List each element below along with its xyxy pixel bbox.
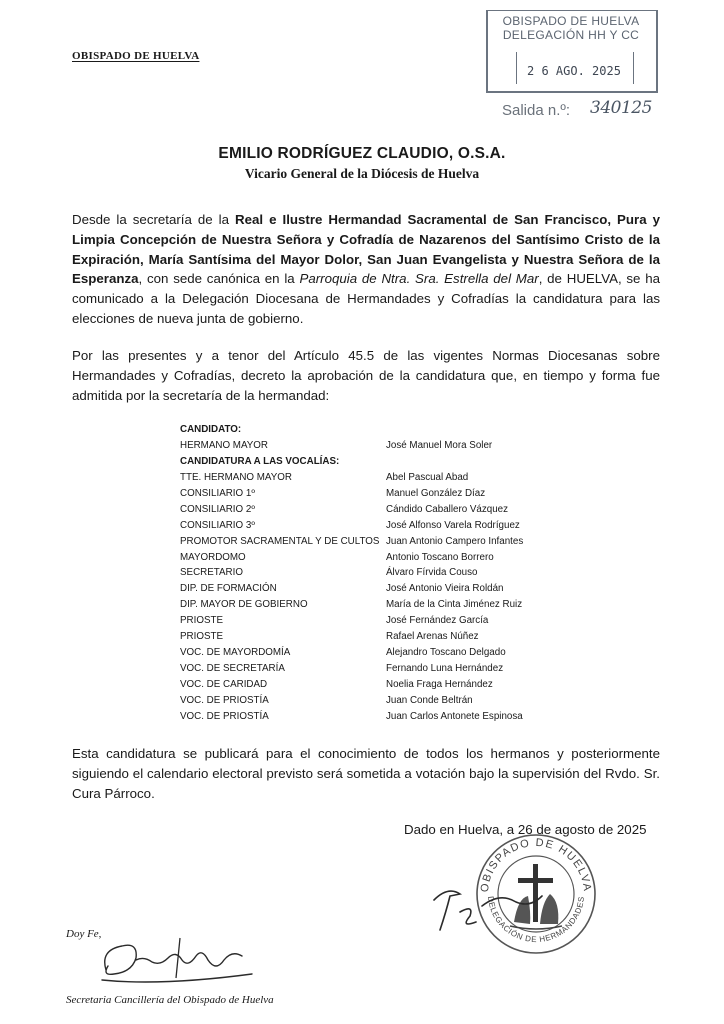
- member-name: Noelia Fraga Hernández: [386, 679, 493, 690]
- member-row: [180, 502, 580, 518]
- member-row: [180, 550, 580, 566]
- member-name: Rafael Arenas Núñez: [386, 631, 479, 643]
- member-row: [180, 709, 580, 725]
- candidacy-list: [180, 422, 580, 725]
- members-list: [180, 470, 580, 725]
- doy-fe-label: Doy Fe,: [66, 928, 102, 940]
- stamp-line-2: DELEGACIÓN HH Y CC: [502, 28, 640, 42]
- member-row: [180, 581, 580, 597]
- candidate-name: José Manuel Mora Soler: [386, 439, 493, 451]
- member-name: Juan Carlos Antonete Espinosa: [386, 710, 523, 722]
- member-row: [180, 565, 580, 581]
- member-role: VOC. DE CARIDAD: [180, 679, 268, 690]
- member-role: PROMOTOR SACRAMENTAL Y DE CULTOS: [180, 535, 380, 547]
- member-name: José Fernández García: [386, 615, 489, 627]
- vocalias-heading: CANDIDATURA A LAS VOCALÍAS:: [180, 455, 340, 467]
- member-name: Abel Pascual Abad: [386, 471, 469, 483]
- member-name: Cándido Caballero Vázquez: [386, 503, 508, 515]
- member-name: Juan Conde Beltrán: [386, 694, 473, 706]
- header-org: OBISPADO DE HUELVA: [72, 50, 200, 62]
- member-row: [180, 597, 580, 613]
- member-role: CONSILIARIO 3º: [180, 519, 255, 531]
- member-row: [180, 645, 580, 661]
- secretary-signature-icon: [92, 930, 262, 992]
- candidate-row: [180, 438, 580, 454]
- member-row: [180, 661, 580, 677]
- member-name: María de la Cinta Jiménez Ruiz: [386, 599, 523, 611]
- member-role: CONSILIARIO 2º: [180, 503, 255, 515]
- stamp-salida-label: Salida n.º:: [502, 102, 571, 119]
- member-role: SECRETARIO: [180, 567, 243, 579]
- member-row: [180, 677, 580, 693]
- seal-top-text: OBISPADO DE HUELVA: [478, 836, 594, 893]
- seal-bottom-text: DELEGACIÓN DE HERMANDADES: [485, 895, 587, 945]
- candidate-heading: CANDIDATO:: [180, 424, 242, 435]
- member-name: Álvaro Fírvida Couso: [386, 567, 478, 579]
- member-role: MAYORDOMO: [180, 551, 246, 563]
- member-row: [180, 470, 580, 486]
- paragraph-decree: Por las presentes y a tenor del Artículo 45.5 de las vigentes Normas Diocesanas sobre Hermandades y Cofradías, decreto la aprobación de la candidatura que, en tiempo y forma fue admitida por la secretaría de la hermandad:: [72, 348, 660, 403]
- member-role: DIP. DE FORMACIÓN: [180, 583, 277, 595]
- member-name: Antonio Toscano Borrero: [386, 551, 494, 563]
- member-role: VOC. DE PRIOSTÍA: [180, 694, 269, 706]
- vicar-signature-icon: [430, 882, 550, 942]
- member-role: CONSILIARIO 1º: [180, 487, 255, 499]
- footer-secretary: Secretaria Cancillería del Obispado de Huelva: [66, 994, 274, 1006]
- member-role: VOC. DE SECRETARÍA: [180, 663, 285, 675]
- parish-name: Parroquia de Ntra. Sra. Estrella del Mar: [299, 271, 539, 287]
- dated-line: Dado en Huelva, a 26 de agosto de 2025: [404, 822, 647, 837]
- paragraph-intro: [72, 210, 660, 329]
- member-name: Alejandro Toscano Delgado: [386, 647, 506, 659]
- member-name: José Alfonso Varela Rodríguez: [386, 519, 520, 531]
- intro-mid: , con sede canónica en la: [138, 271, 300, 287]
- member-role: TTE. HERMANO MAYOR: [180, 471, 292, 483]
- intro-tail: , de HUELVA, se ha comunicado a la Delegación Diocesana de Hermandades y Cofradías la candidatura para las elecciones de nueva junta de gobierno.: [72, 271, 661, 326]
- brotherhood-name: Real e Ilustre Hermandad Sacramental de San Francisco, Pura y Limpia Concepción de Nuestra Señora y Cofradía de Nazarenos del Santísimo Cristo de la Expiración, María Santísima del Mayor Dolor, San Juan Evangelista y Nuestra Señora de la Esperanza: [72, 212, 660, 287]
- paragraph-publication: Esta candidatura se publicará para el conocimiento de todos los hermanos y posteriormente siguiendo el calendario electoral previsto será sometida a votación bajo la supervisión del Rvdo. Sr. Cura Párroco.: [72, 746, 660, 801]
- member-row: [180, 693, 580, 709]
- member-role: DIP. MAYOR DE GOBIERNO: [180, 599, 308, 611]
- member-row: [180, 534, 580, 550]
- member-name: José Antonio Vieira Roldán: [386, 583, 504, 595]
- member-row: [180, 613, 580, 629]
- stamp-date: 2 6 AGO. 2025: [527, 64, 621, 78]
- document-subtitle: Vicario General de la Diócesis de Huelva: [244, 166, 480, 181]
- member-role: PRIOSTE: [180, 631, 224, 643]
- stamp-line-1: OBISPADO DE HUELVA: [502, 14, 640, 28]
- member-row: [180, 629, 580, 645]
- stamp-salida-value: 340125: [590, 98, 652, 118]
- member-name: Manuel González Díaz: [386, 487, 486, 499]
- member-name: Fernando Luna Hernández: [386, 663, 504, 675]
- candidate-role: HERMANO MAYOR: [180, 439, 268, 451]
- member-role: VOC. DE PRIOSTÍA: [180, 710, 269, 722]
- member-role: PRIOSTE: [180, 615, 224, 627]
- member-name: Juan Antonio Campero Infantes: [386, 535, 524, 547]
- registry-stamp: [486, 10, 656, 122]
- member-row: [180, 518, 580, 534]
- member-role: VOC. DE MAYORDOMÍA: [180, 647, 291, 659]
- intro-lead: Desde la secretaría de la: [72, 212, 236, 227]
- document-title: EMILIO RODRÍGUEZ CLAUDIO, O.S.A.: [218, 145, 506, 162]
- member-row: [180, 486, 580, 502]
